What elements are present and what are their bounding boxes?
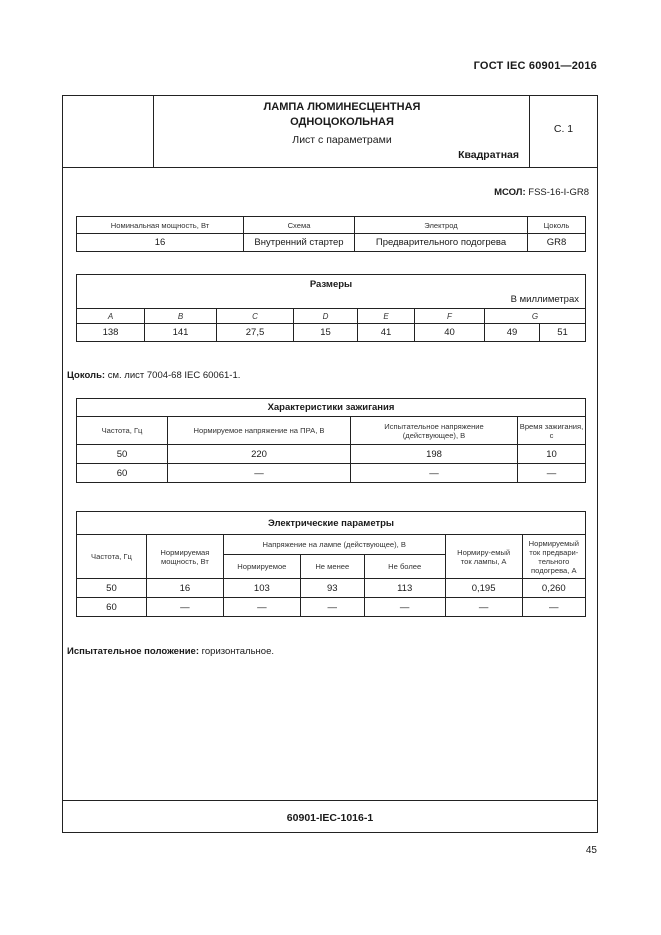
basic-header: Номинальная мощность, Вт xyxy=(77,217,244,234)
sheet-code: 60901-IEC-1016-1 xyxy=(286,812,374,824)
dimensions-title: Размеры xyxy=(309,279,353,290)
electrical-cell: — xyxy=(445,598,522,617)
sheet-frame xyxy=(62,95,598,833)
sheet-subtitle: Лист с параметрами xyxy=(292,134,392,146)
electrical-cell: 0,260 xyxy=(522,579,585,598)
page-number: 45 xyxy=(585,845,597,856)
dimension-header: D xyxy=(294,309,358,324)
sheet-title-line1: ЛАМПА ЛЮМИНЕСЦЕНТНАЯ xyxy=(263,101,421,113)
electrical-cell: — xyxy=(364,598,445,617)
dimension-value: 141 xyxy=(145,324,217,342)
electrical-cell: 93 xyxy=(300,579,364,598)
basic-value: Предварительного подогрева xyxy=(355,234,528,252)
footer-divider xyxy=(63,800,597,801)
electrical-header-frequency: Частота, Гц xyxy=(77,535,147,579)
electrical-cell: 113 xyxy=(364,579,445,598)
test-position-note xyxy=(67,646,274,657)
ignition-header: Нормируемое напряжение на ПРА, В xyxy=(168,417,351,445)
basic-value: Внутренний стартер xyxy=(244,234,355,252)
dimension-header: A xyxy=(77,309,145,324)
electrical-cell: 103 xyxy=(223,579,300,598)
dimension-value: 49 xyxy=(485,324,540,342)
ignition-cell: 198 xyxy=(351,445,518,464)
ignition-table xyxy=(76,398,586,483)
ignition-header: Частота, Гц xyxy=(77,417,168,445)
ignition-cell: 50 xyxy=(77,445,168,464)
electrical-header-power: Нормируемая мощность, Вт xyxy=(146,535,223,579)
dimensions-unit: В миллиметрах xyxy=(510,294,579,305)
electrical-cell: 0,195 xyxy=(445,579,522,598)
dimension-value: 41 xyxy=(358,324,415,342)
ignition-cell: 60 xyxy=(77,464,168,483)
mcol-label: МСОЛ: xyxy=(494,187,526,198)
dimension-value: 51 xyxy=(540,324,586,342)
ignition-header: Испытательное напряжение (действующее), В xyxy=(351,417,518,445)
basic-header: Схема xyxy=(244,217,355,234)
dimensions-title-cell xyxy=(77,275,586,309)
dimension-header: F xyxy=(415,309,485,324)
mcol-value: FSS-16-I-GR8 xyxy=(528,187,589,198)
dimension-value: 15 xyxy=(294,324,358,342)
electrical-cell: — xyxy=(300,598,364,617)
base-note xyxy=(67,370,240,381)
electrical-cell: — xyxy=(223,598,300,617)
basic-header: Электрод xyxy=(355,217,528,234)
test-position-text: горизонтальное. xyxy=(201,646,275,657)
dimension-value: 40 xyxy=(415,324,485,342)
electrical-header-current: Нормиру-емый ток лампы, А xyxy=(445,535,522,579)
ignition-title: Характеристики зажигания xyxy=(77,399,586,417)
basic-value: GR8 xyxy=(528,234,586,252)
ignition-cell: — xyxy=(518,464,586,483)
header-left-cell xyxy=(63,96,154,167)
electrical-cell: — xyxy=(522,598,585,617)
electrical-header-min: Не менее xyxy=(300,555,364,579)
sheet-header xyxy=(63,96,597,168)
electrical-cell: 60 xyxy=(77,598,147,617)
electrical-header-max: Не более xyxy=(364,555,445,579)
sheet-title-line2: ОДНОЦОКОЛЬНАЯ xyxy=(290,116,394,128)
dimension-value: 138 xyxy=(77,324,145,342)
electrical-cell: 50 xyxy=(77,579,147,598)
standard-code: ГОСТ IEC 60901—2016 xyxy=(473,60,597,72)
dimension-header: B xyxy=(145,309,217,324)
electrical-cell: — xyxy=(146,598,223,617)
sheet-number: С. 1 xyxy=(553,123,574,135)
basic-header: Цоколь xyxy=(528,217,586,234)
basic-params-table xyxy=(76,216,586,252)
mcol-designation xyxy=(494,187,589,198)
base-note-label: Цоколь: xyxy=(67,370,106,381)
electrical-header-voltage: Напряжение на лампе (действующее), В xyxy=(223,535,445,555)
ignition-cell: — xyxy=(351,464,518,483)
ignition-cell: 220 xyxy=(168,445,351,464)
dimension-value: 27,5 xyxy=(217,324,294,342)
dimension-header: E xyxy=(358,309,415,324)
lamp-shape: Квадратная xyxy=(458,149,519,161)
base-note-text: см. лист 7004-68 IEC 60061-1. xyxy=(107,370,241,381)
header-right-cell xyxy=(529,96,597,167)
electrical-table xyxy=(76,511,586,617)
electrical-header-preheat: Нормируемый ток предвари-тельного подогрева, А xyxy=(522,535,585,579)
dimensions-table xyxy=(76,274,586,342)
test-position-label: Испытательное положение: xyxy=(67,646,199,657)
electrical-title: Электрические параметры xyxy=(77,512,586,535)
dimension-header: G xyxy=(485,309,586,324)
electrical-header-nominal: Нормируемое xyxy=(223,555,300,579)
dimension-header: C xyxy=(217,309,294,324)
ignition-header: Время зажигания, с xyxy=(518,417,586,445)
basic-value: 16 xyxy=(77,234,244,252)
electrical-cell: 16 xyxy=(146,579,223,598)
ignition-cell: 10 xyxy=(518,445,586,464)
ignition-cell: — xyxy=(168,464,351,483)
